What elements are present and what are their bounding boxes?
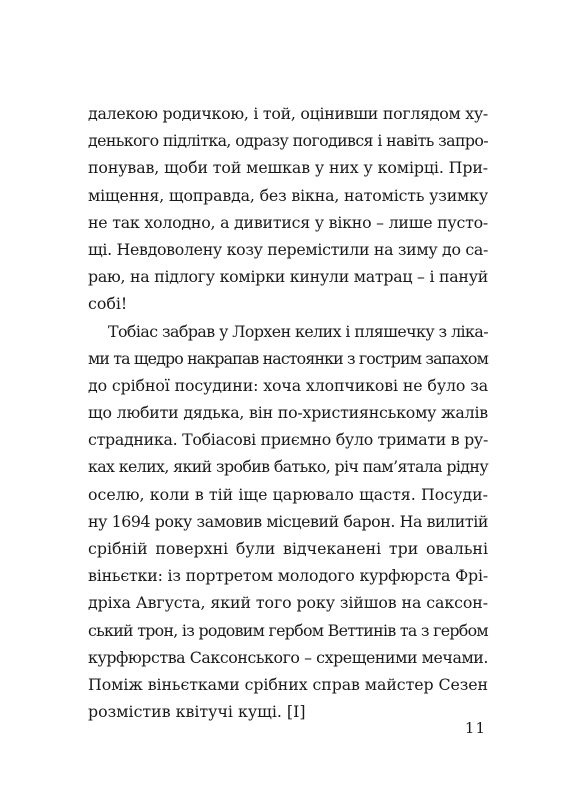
text-line: страдника. Тобіасові приємно було тримати в ру- — [88, 430, 488, 450]
text-line: собі! — [88, 294, 128, 314]
text-line: денького підлітка, одразу погодився і навіть запро- — [88, 131, 488, 151]
text-line: що любити дядька, він по-християнському жалів — [88, 403, 488, 423]
text-line: Тобіас забрав у Лорхен келих і пляшечку з ліка- — [108, 321, 488, 341]
text-line: далекою родичкою, і той, оцінивши поглядом ху- — [88, 104, 488, 123]
text-line: не так холодно, а дивитися у вікно – лише пусто- — [88, 212, 488, 232]
text-line: оселю, коли в тій іще царювало щастя. Посуди- — [88, 484, 488, 504]
body-text — [88, 100, 488, 725]
text-line: раю, на підлогу комірки кинули матрац – і пануй — [88, 267, 488, 287]
text-line: міщення, щоправда, без вікна, натомість узимку — [88, 185, 489, 205]
text-line: ках келих, який зробив батько, річ пам’ятала рідну — [88, 457, 488, 477]
text-line: віньєтки: із портретом молодого курфюрста Фрі- — [88, 566, 488, 586]
text-line: Поміж віньєтками срібних справ майстер Сезен — [88, 674, 488, 694]
text-line: понував, щоби той мешкав у них у комірці. При- — [88, 158, 488, 178]
text-line: до срібної посудини: хоча хлопчикові не було за — [88, 375, 488, 395]
text-line: ський трон, із родовим гербом Веттинів та з гербом — [88, 620, 488, 640]
text-line: ну 1694 року замовив місцевий барон. На вилитій — [88, 511, 488, 531]
text-line: дріха Августа, який того року зійшов на саксон- — [88, 593, 488, 613]
page-number: 11 — [464, 719, 486, 737]
text-line: розмістив квітучі кущі. [I] — [88, 702, 306, 722]
text-line: ми та щедро накрапав настоянки з гострим запахом — [88, 348, 488, 368]
text-line: курфюрства Саксонського – схрещеними мечами. — [88, 647, 488, 667]
text-line: срібній поверхні були відчеканені три овальні — [88, 539, 488, 558]
text-line: щі. Невдоволену козу перемістили на зиму до са- — [88, 239, 488, 259]
